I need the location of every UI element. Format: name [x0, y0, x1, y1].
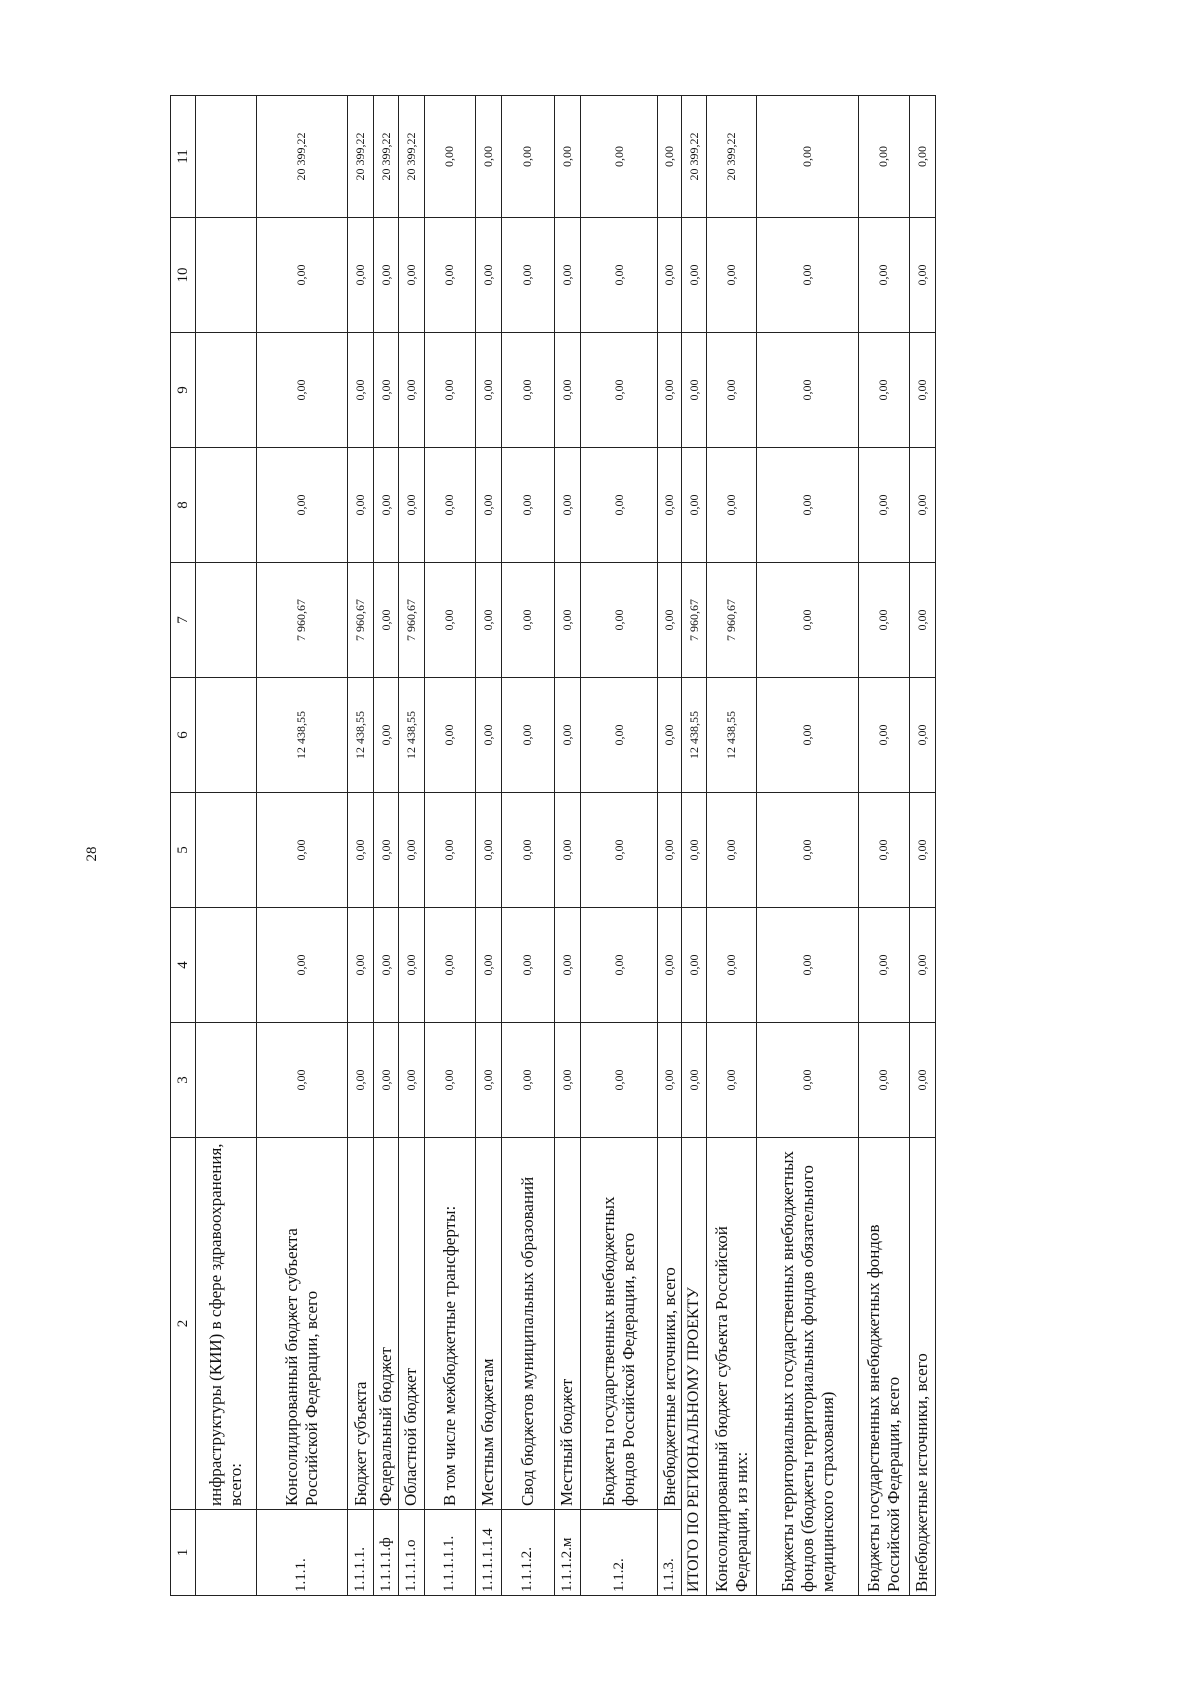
total-row [858, 96, 909, 1596]
value-cell: 20 399,22 [398, 96, 424, 218]
value-cell: 0,00 [475, 908, 501, 1023]
value-cell: 0,00 [554, 333, 580, 448]
value-cell: 0,00 [658, 333, 682, 448]
value-cell: 0,00 [425, 908, 476, 1023]
table-row [475, 96, 501, 1596]
value-cell: 0,00 [658, 96, 682, 218]
value-cell: 0,00 [475, 1023, 501, 1138]
value-cell: 0,00 [909, 908, 936, 1023]
value-cell: 0,00 [256, 333, 347, 448]
table-row [554, 96, 580, 1596]
value-cell: 12 438,55 [706, 678, 757, 793]
value-cell: 0,00 [706, 1023, 757, 1138]
value-cell: 0,00 [374, 448, 398, 563]
row-name: Бюджет субъекта [348, 1138, 374, 1510]
row-name: Местным бюджетам [475, 1138, 501, 1510]
row-name: В том числе межбюджетные трансферты: [425, 1138, 476, 1510]
rows-body [256, 96, 935, 1596]
value-cell: 0,00 [374, 678, 398, 793]
row-code: 1.1.1.1.1. [425, 1510, 476, 1596]
value-cell: 0,00 [658, 448, 682, 563]
row-name: Свод бюджетов муниципальных образований [502, 1138, 555, 1510]
row-code: 1.1.1.1. [348, 1510, 374, 1596]
value-cell: 0,00 [581, 563, 658, 678]
total-name: Внебюджетные источники, всего [909, 1138, 936, 1596]
col-header: 5 [171, 793, 196, 908]
value-cell: 0,00 [757, 448, 858, 563]
value-cell: 0,00 [425, 218, 476, 333]
value-cell: 12 438,55 [256, 678, 347, 793]
itog-row [682, 96, 706, 1596]
col-header: 4 [171, 908, 196, 1023]
table-row [348, 96, 374, 1596]
value-cell: 0,00 [581, 908, 658, 1023]
value-cell: 0,00 [475, 96, 501, 218]
value-cell: 0,00 [374, 1023, 398, 1138]
value-cell: 0,00 [502, 793, 555, 908]
value-cell: 0,00 [502, 563, 555, 678]
value-cell: 0,00 [348, 448, 374, 563]
value-cell: 0,00 [348, 793, 374, 908]
value-cell: 0,00 [581, 793, 658, 908]
value-cell: 0,00 [909, 333, 936, 448]
total-name: Консолидированный бюджет субъекта Российской Федерации, из них: [706, 1138, 757, 1596]
value-cell: 0,00 [256, 793, 347, 908]
total-name: Бюджеты государственных внебюджетных фондов Российской Федерации, всего [858, 1138, 909, 1596]
value-cell: 0,00 [757, 793, 858, 908]
col-header: 10 [171, 218, 196, 333]
value-cell: 0,00 [757, 96, 858, 218]
total-row [706, 96, 757, 1596]
value-cell: 0,00 [554, 218, 580, 333]
value-cell: 0,00 [757, 678, 858, 793]
value-cell: 0,00 [909, 96, 936, 218]
value-cell: 0,00 [256, 908, 347, 1023]
value-cell: 0,00 [398, 908, 424, 1023]
row-code: 1.1.1. [256, 1510, 347, 1596]
value-cell: 0,00 [348, 218, 374, 333]
total-row [757, 96, 858, 1596]
value-cell: 0,00 [682, 1023, 706, 1138]
col-header: 11 [171, 96, 196, 218]
value-cell: 0,00 [581, 96, 658, 218]
value-cell: 0,00 [475, 333, 501, 448]
value-cell: 12 438,55 [398, 678, 424, 793]
value-cell: 0,00 [554, 448, 580, 563]
value-cell: 0,00 [706, 218, 757, 333]
value-cell: 0,00 [858, 1023, 909, 1138]
value-cell: 0,00 [475, 218, 501, 333]
value-cell: 0,00 [909, 678, 936, 793]
row-code: 1.1.3. [658, 1510, 682, 1596]
value-cell: 0,00 [909, 218, 936, 333]
value-cell: 0,00 [256, 218, 347, 333]
value-cell: 0,00 [374, 333, 398, 448]
value-cell: 0,00 [909, 563, 936, 678]
value-cell: 0,00 [757, 1023, 858, 1138]
value-cell: 0,00 [658, 678, 682, 793]
value-cell: 0,00 [909, 448, 936, 563]
value-cell: 7 960,67 [348, 563, 374, 678]
value-cell: 0,00 [658, 793, 682, 908]
value-cell: 0,00 [425, 678, 476, 793]
value-cell: 0,00 [909, 1023, 936, 1138]
value-cell: 0,00 [348, 908, 374, 1023]
value-cell: 0,00 [475, 678, 501, 793]
value-cell: 0,00 [425, 448, 476, 563]
value-cell: 0,00 [502, 1023, 555, 1138]
value-cell: 0,00 [475, 448, 501, 563]
value-cell: 0,00 [554, 793, 580, 908]
value-cell: 0,00 [502, 96, 555, 218]
value-cell: 0,00 [256, 448, 347, 563]
value-cell: 0,00 [554, 908, 580, 1023]
value-cell: 0,00 [858, 218, 909, 333]
value-cell: 0,00 [554, 1023, 580, 1138]
budget-table [170, 95, 936, 1596]
value-cell: 12 438,55 [348, 678, 374, 793]
value-cell: 20 399,22 [256, 96, 347, 218]
value-cell: 0,00 [374, 563, 398, 678]
value-cell: 0,00 [425, 333, 476, 448]
value-cell: 0,00 [425, 1023, 476, 1138]
table-cell [196, 1510, 257, 1596]
value-cell: 0,00 [682, 218, 706, 333]
value-cell: 0,00 [706, 793, 757, 908]
row-code: 1.1.1.2. [502, 1510, 555, 1596]
value-cell: 0,00 [682, 333, 706, 448]
row-code: 1.1.1.2.м [554, 1510, 580, 1596]
col-header: 9 [171, 333, 196, 448]
value-cell: 0,00 [425, 96, 476, 218]
value-cell: 0,00 [502, 908, 555, 1023]
value-cell: 0,00 [658, 218, 682, 333]
value-cell: 20 399,22 [706, 96, 757, 218]
value-cell: 0,00 [757, 908, 858, 1023]
value-cell: 0,00 [581, 448, 658, 563]
table-row [374, 96, 398, 1596]
value-cell: 0,00 [256, 1023, 347, 1138]
value-cell: 0,00 [398, 218, 424, 333]
value-cell: 7 960,67 [682, 563, 706, 678]
row-code: 1.1.1.1.ф [374, 1510, 398, 1596]
row-code: 1.1.1.1.о [398, 1510, 424, 1596]
value-cell: 0,00 [502, 678, 555, 793]
row-code: 1.1.2. [581, 1510, 658, 1596]
value-cell: 0,00 [554, 96, 580, 218]
col-header: 6 [171, 678, 196, 793]
value-cell: 0,00 [682, 908, 706, 1023]
table-row [425, 96, 476, 1596]
col-header: 7 [171, 563, 196, 678]
value-cell: 0,00 [425, 563, 476, 678]
value-cell: 12 438,55 [682, 678, 706, 793]
row-name: Областной бюджет [398, 1138, 424, 1510]
value-cell: 0,00 [858, 96, 909, 218]
value-cell: 0,00 [581, 218, 658, 333]
value-cell: 0,00 [858, 678, 909, 793]
value-cell: 0,00 [502, 218, 555, 333]
value-cell: 0,00 [581, 678, 658, 793]
value-cell: 0,00 [475, 793, 501, 908]
value-cell: 0,00 [581, 333, 658, 448]
page-number: 28 [84, 846, 100, 862]
table-row [398, 96, 424, 1596]
col-header: 2 [171, 1138, 196, 1510]
value-cell: 0,00 [858, 448, 909, 563]
value-cell: 0,00 [858, 563, 909, 678]
rotated-table-wrapper [170, 96, 936, 1596]
table-row [502, 96, 555, 1596]
value-cell: 0,00 [425, 793, 476, 908]
total-name: Бюджеты территориальных государственных внебюджетных фондов (бюджеты территориальных фондов обязательного медицинского страхования) [757, 1138, 858, 1596]
value-cell: 0,00 [706, 448, 757, 563]
row-code: 1.1.1.1.1.4 [475, 1510, 501, 1596]
value-cell: 0,00 [658, 1023, 682, 1138]
value-cell: 0,00 [757, 218, 858, 333]
value-cell: 0,00 [858, 908, 909, 1023]
value-cell: 0,00 [374, 908, 398, 1023]
value-cell: 0,00 [658, 908, 682, 1023]
value-cell: 0,00 [398, 1023, 424, 1138]
header-row [171, 96, 196, 1596]
value-cell: 0,00 [398, 333, 424, 448]
value-cell: 0,00 [554, 678, 580, 793]
value-cell: 7 960,67 [256, 563, 347, 678]
value-cell: 20 399,22 [348, 96, 374, 218]
intro-row [196, 96, 257, 1596]
value-cell: 0,00 [554, 563, 580, 678]
itog-label: ИТОГО ПО РЕГИОНАЛЬНОМУ ПРОЕКТУ [682, 1138, 706, 1596]
intro-text: инфраструктуры (КИИ) в сфере здравоохранения, всего: [196, 1138, 257, 1510]
value-cell: 20 399,22 [682, 96, 706, 218]
value-cell: 0,00 [757, 333, 858, 448]
value-cell: 7 960,67 [706, 563, 757, 678]
value-cell: 0,00 [858, 333, 909, 448]
value-cell: 0,00 [475, 563, 501, 678]
value-cell: 0,00 [858, 793, 909, 908]
col-header: 3 [171, 1023, 196, 1138]
value-cell: 0,00 [757, 563, 858, 678]
value-cell: 20 399,22 [374, 96, 398, 218]
table-row [658, 96, 682, 1596]
value-cell: 0,00 [348, 1023, 374, 1138]
value-cell: 0,00 [502, 333, 555, 448]
total-row [909, 96, 936, 1596]
value-cell: 0,00 [581, 1023, 658, 1138]
row-name: Федеральный бюджет [374, 1138, 398, 1510]
value-cell: 0,00 [706, 333, 757, 448]
value-cell: 7 960,67 [398, 563, 424, 678]
table-row [256, 96, 347, 1596]
value-cell: 0,00 [398, 793, 424, 908]
row-name: Бюджеты государственных внебюджетных фондов Российской Федерации, всего [581, 1138, 658, 1510]
value-cell: 0,00 [374, 793, 398, 908]
col-header: 8 [171, 448, 196, 563]
table-row [581, 96, 658, 1596]
value-cell: 0,00 [348, 333, 374, 448]
value-cell: 0,00 [398, 448, 424, 563]
value-cell: 0,00 [706, 908, 757, 1023]
value-cell: 0,00 [682, 793, 706, 908]
value-cell: 0,00 [502, 448, 555, 563]
value-cell: 0,00 [658, 563, 682, 678]
row-name: Консолидированный бюджет субъекта Российской Федерации, всего [256, 1138, 347, 1510]
value-cell: 0,00 [909, 793, 936, 908]
row-name: Внебюджетные источники, всего [658, 1138, 682, 1510]
value-cell: 0,00 [374, 218, 398, 333]
value-cell: 0,00 [682, 448, 706, 563]
row-name: Местный бюджет [554, 1138, 580, 1510]
col-header: 1 [171, 1510, 196, 1596]
